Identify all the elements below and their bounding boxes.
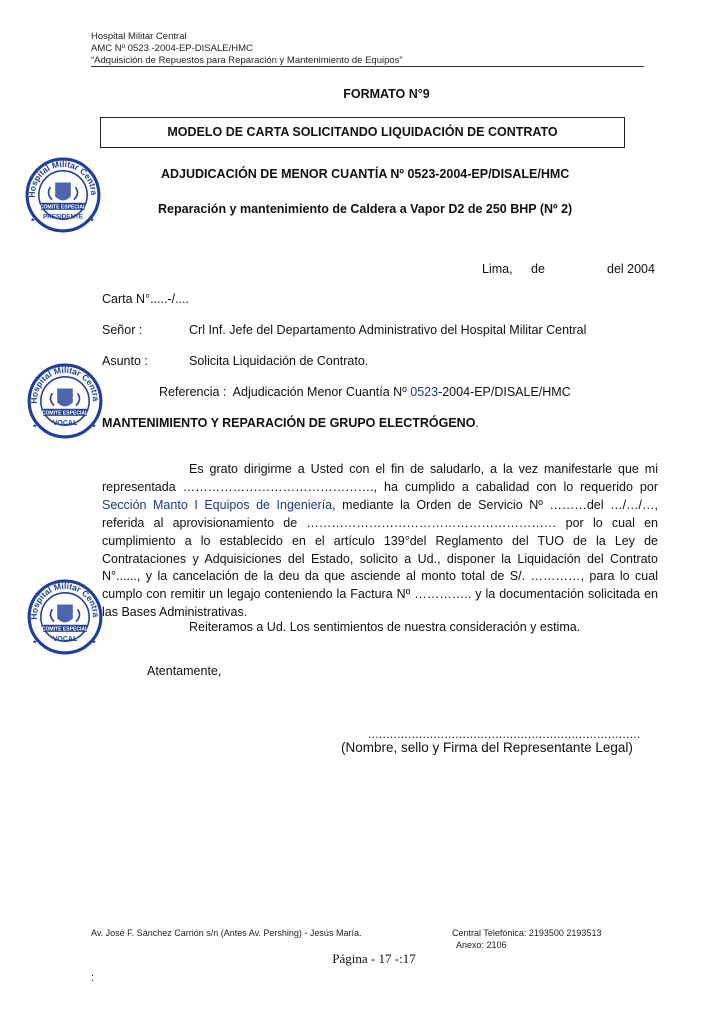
seal-band-text: COMITE ESPECIAL: [41, 626, 89, 633]
parrafo-reiteramos: Reiteramos a Ud. Los sentimientos de nuestra consideración y estima.: [189, 620, 581, 634]
titulo-referencia-line: [102, 416, 479, 430]
parrafo-principal: [102, 461, 658, 622]
header-amc: AMC Nº 0523 -2004-EP-DISALE/HMC: [91, 43, 253, 54]
comite-seal-vocal-2: [26, 578, 104, 661]
senor-value: Crl Inf. Jefe del Departamento Administrativo del Hospital Militar Central: [189, 323, 587, 337]
footer-mark: :: [91, 972, 95, 984]
page-number: Página - 17 -:17: [332, 951, 416, 966]
firma-linea: ...........................................................................: [368, 727, 641, 741]
comite-seal-vocal-1: [26, 362, 104, 445]
fecha-lugar: Lima,: [482, 262, 513, 276]
adjudicacion-title: ADJUDICACIÓN DE MENOR CUANTÍA Nº 0523-2004-EP/DISALE/HMC: [161, 167, 570, 181]
svg-text:★: ★: [91, 639, 97, 646]
carta-numero: Carta N°.....-/....: [102, 292, 189, 306]
senor-label: Señor :: [102, 323, 143, 337]
despedida: Atentamente,: [147, 664, 222, 678]
fecha-de: de: [531, 262, 545, 276]
asunto-value: Solicita Liquidación de Contrato.: [189, 354, 369, 368]
titulo-referencia-punto: .: [475, 416, 479, 430]
header-rule: [91, 66, 644, 67]
footer-anexo: Anexo: 2106: [456, 940, 507, 950]
svg-text:★: ★: [30, 217, 36, 224]
referencia-line: [159, 385, 571, 399]
parrafo-principal-highlight: Sección Manto I Equipos de Ingeniería: [102, 497, 333, 512]
header-adquisicion: “Adquisición de Repuestos para Reparación y Mantenimiento de Equipos”: [91, 55, 403, 66]
header-hospital: Hospital Militar Central: [91, 31, 187, 42]
svg-text:★: ★: [32, 639, 38, 646]
seal-emblem-icon: [26, 362, 104, 440]
seal-emblem-icon: [26, 578, 104, 656]
seal-band-text: COMITE ESPECIAL: [39, 204, 87, 211]
seal-ring-text: Hospital Militar Centra: [28, 364, 102, 404]
seal-role-text: PRESIDENTE: [43, 213, 83, 221]
footer-central: Central Telefónica: 2193500 2193513: [452, 928, 602, 938]
comite-seal-presidente: [24, 156, 102, 239]
referencia-value-b: -2004-EP/DISALE/HMC: [438, 385, 571, 399]
titulo-referencia: MANTENIMIENTO Y REPARACIÓN DE GRUPO ELECTRÓGENO: [102, 416, 476, 430]
svg-text:★: ★: [89, 217, 95, 224]
parrafo-principal-b: , mediante la Orden de Servicio Nº ………del …/…/…, referida al aprovisionamiento de …………………………………………………… por lo cual en cumplimiento a lo establecido en el artículo 139°del Reglamento del TUO de la Ley de Contrataciones y Adquisiciones del Estado, solicito a Ud., disponer la Liquidación del Contrato N°......, y la cancelación de la deu da que asciende al monto total de S/. …………, para lo cual cumplo con remitir un legajo conteniendo la Factura Nº ………….. y la documentación solicitada en las Bases Administrativas.: [102, 497, 658, 620]
svg-text:★: ★: [91, 423, 97, 430]
referencia-value-num: 0523: [410, 385, 439, 399]
fecha-anio: del 2004: [607, 262, 655, 276]
svg-text:★: ★: [32, 423, 38, 430]
seal-band-text: COMITE ESPECIAL: [41, 410, 89, 417]
formato-title: FORMATO N°9: [343, 87, 430, 101]
modelo-title: MODELO DE CARTA SOLICITANDO LIQUIDACIÓN DE CONTRATO: [167, 125, 558, 139]
objeto-title: Reparación y mantenimiento de Caldera a Vapor D2 de 250 BHP (Nº 2): [158, 202, 573, 216]
asunto-label: Asunto :: [102, 354, 148, 368]
referencia-value-a: Adjudicación Menor Cuantía Nº: [232, 385, 411, 399]
seal-role-text: VOCAL: [52, 636, 78, 644]
referencia-label: Referencia :: [159, 385, 227, 399]
seal-ring-text: Hospital Militar Centra: [26, 158, 100, 198]
seal-emblem-icon: [24, 156, 102, 234]
footer-direccion: Av. José F. Sánchez Carrión s/n (Antes Av. Pershing) - Jesús María.: [91, 928, 362, 938]
firma-texto: (Nombre, sello y Firma del Representante Legal): [341, 740, 633, 755]
seal-role-text: VOCAL: [52, 420, 78, 428]
seal-ring-text: Hospital Militar Centra: [28, 580, 102, 620]
parrafo-principal-a: Es grato dirigirme a Usted con el fin de saludarlo, a la vez manifestarle que mi representada ………………………………………., ha cumplido a cabalidad con lo requerido por: [102, 462, 658, 494]
